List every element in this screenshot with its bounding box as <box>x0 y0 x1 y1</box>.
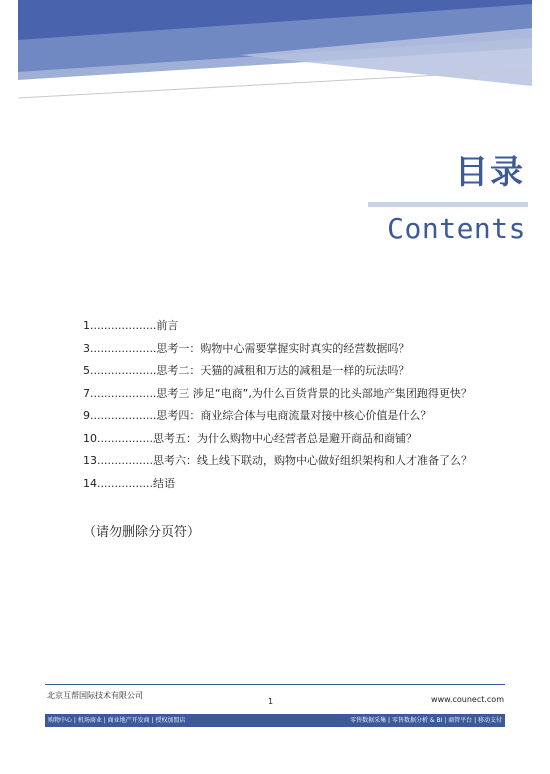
footer-company: 北京互帮国际技术有限公司 <box>47 691 143 700</box>
footer-divider <box>45 684 505 685</box>
footer-banner <box>45 714 505 727</box>
footer-segments-left: 购物中心 | 机场商业 | 商业地产开发商 | 授权加盟店 <box>48 717 186 724</box>
title-divider <box>368 202 528 207</box>
toc-entry[interactable]: 13................思考六：线上线下联动，购物中心做好组织架构和人才准备了么？ <box>83 454 472 467</box>
toc-entry[interactable]: 3...................思考一：购物中心需要掌握实时真实的经营数据吗？ <box>83 341 410 355</box>
toc-entry[interactable]: 1...................前言 <box>83 319 179 332</box>
page-title: 目录 <box>455 152 525 191</box>
page-break-note: （请勿删除分页符） <box>83 525 201 540</box>
toc-entry[interactable]: 7...................思考三 涉足“电商”,为什么百货背景的比头部地产集团跑得更快？ <box>83 386 472 400</box>
header-decoration <box>0 0 550 110</box>
toc-entry[interactable]: 10................思考五：为什么购物中心经营者总是避开商品和商铺？ <box>83 431 417 445</box>
footer-services-right: 零售数据采集 | 零售数据分析 & BI | 商管平台 | 移动支付 <box>350 717 502 724</box>
toc-entry[interactable]: 5...................思考二：天猫的减租和万达的减租是一样的玩法吗？ <box>83 364 410 377</box>
footer-url[interactable]: www.counect.com <box>431 695 504 704</box>
toc-entry[interactable]: 14................结语 <box>83 476 175 490</box>
toc-entry[interactable]: 9...................思考四：商业综合体与电商流量对接中核心价值是什么？ <box>83 409 432 422</box>
page-number: 1 <box>268 697 274 706</box>
table-of-contents <box>83 315 523 495</box>
page-subtitle: Contents <box>387 212 526 245</box>
